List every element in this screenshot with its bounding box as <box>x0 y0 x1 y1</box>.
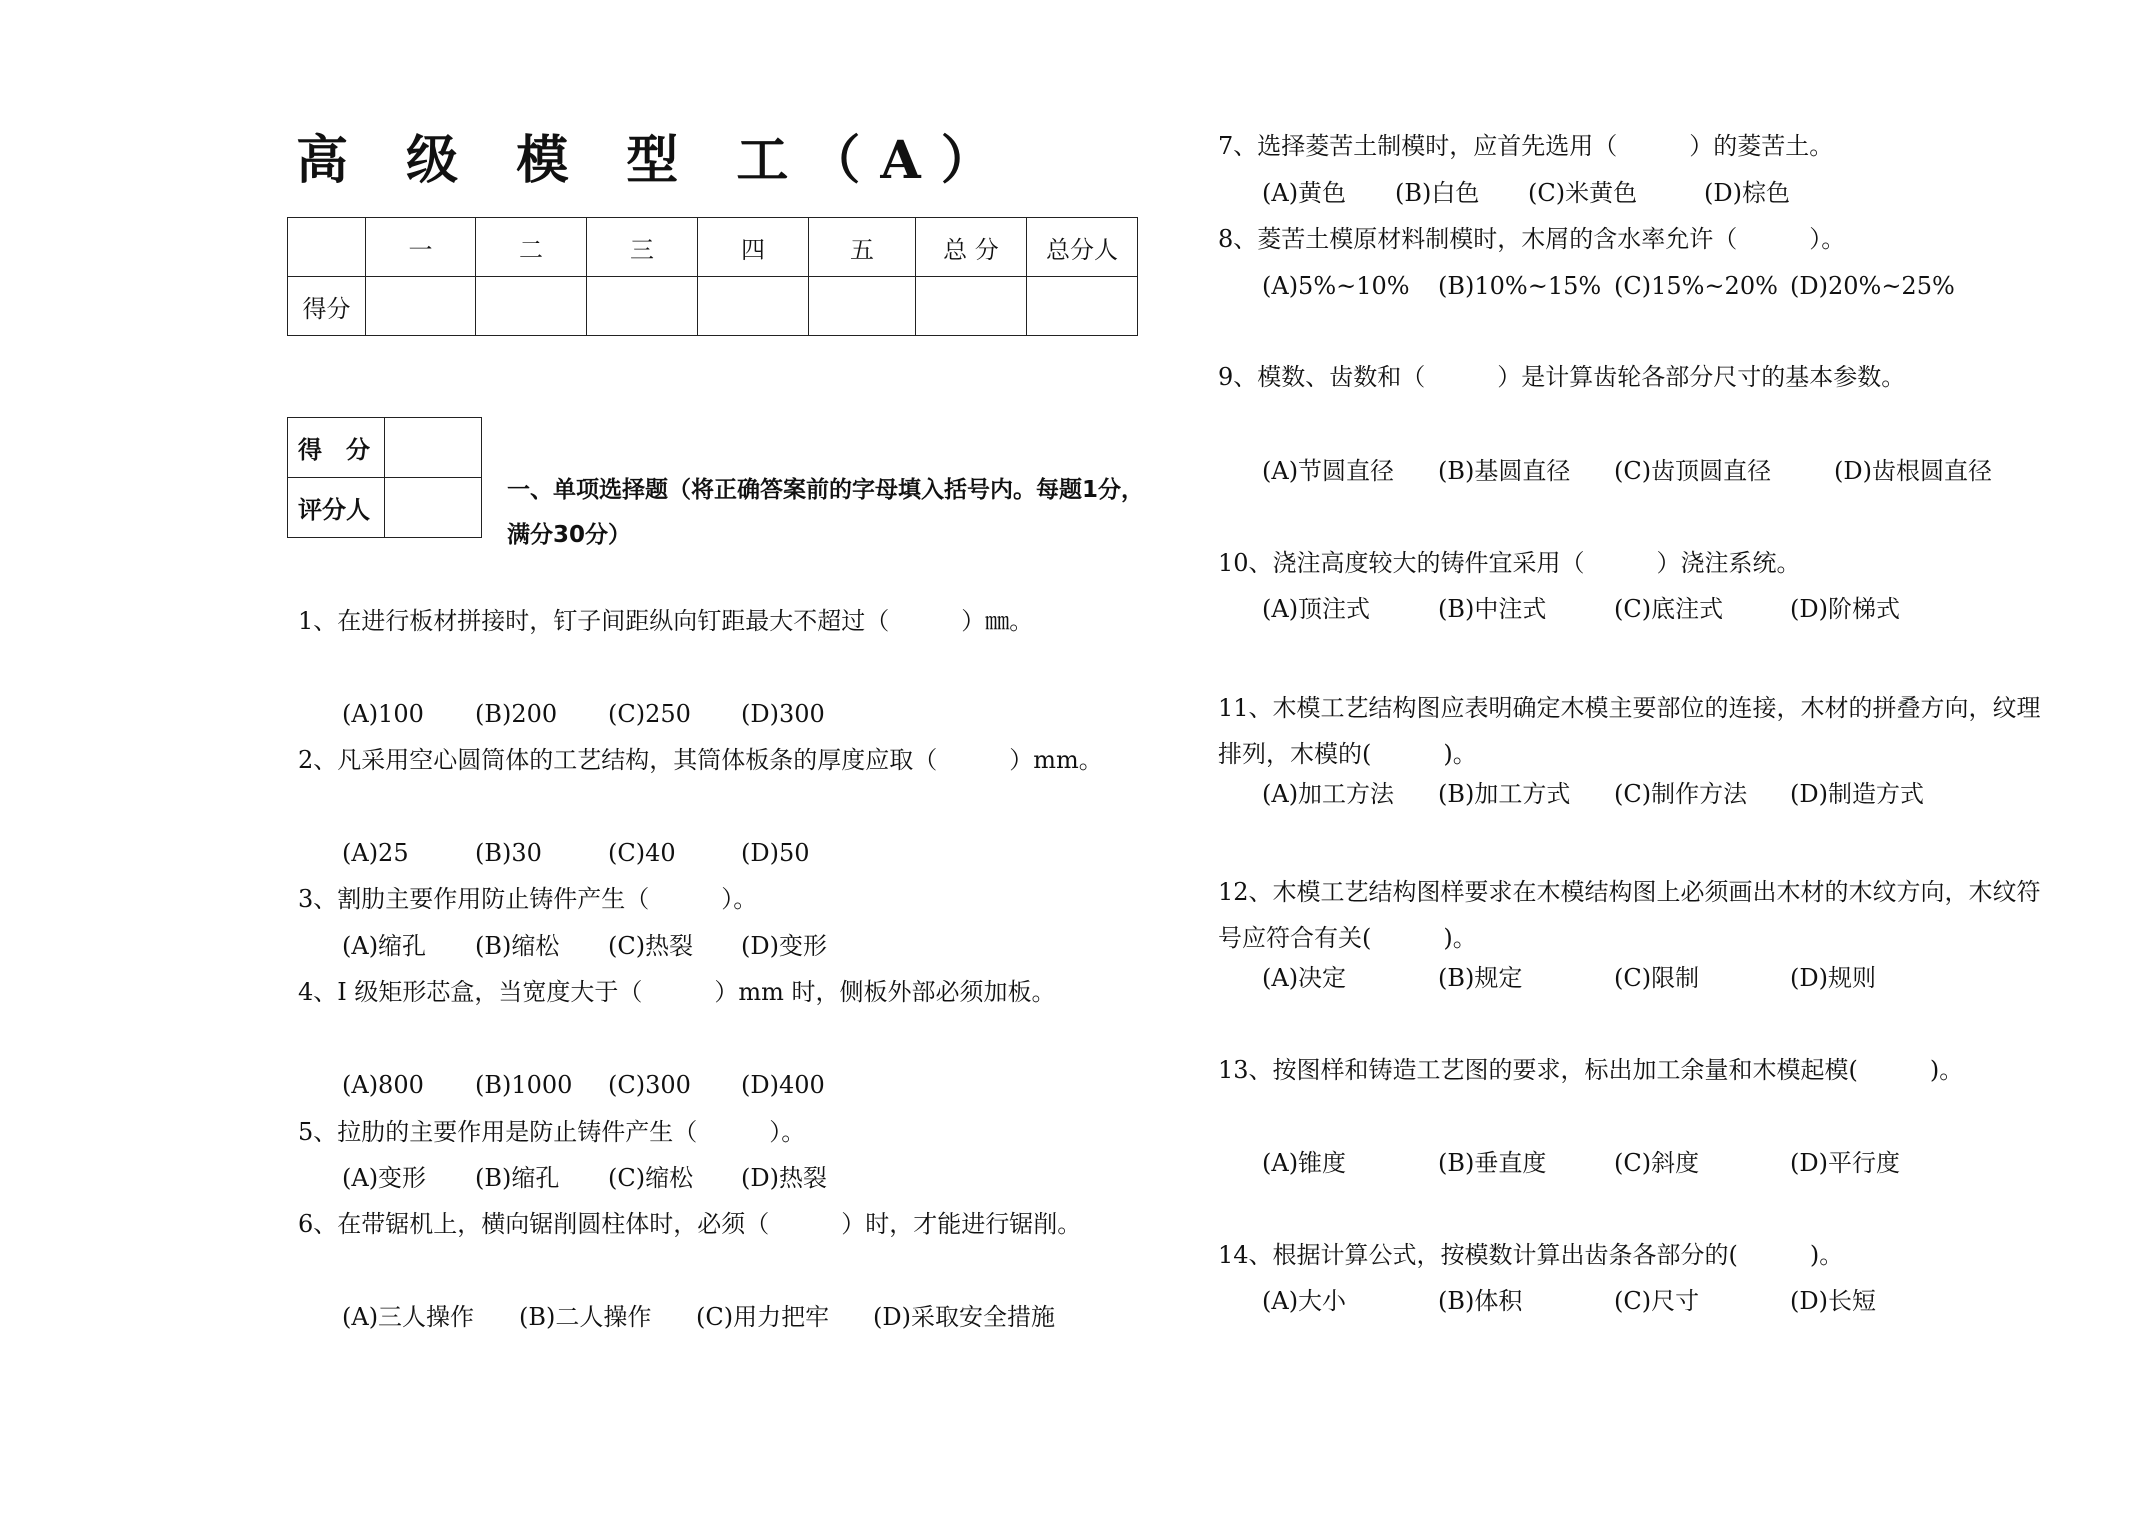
option[interactable]: (A)100 <box>342 700 424 728</box>
option[interactable]: (C)米黄色 <box>1528 179 1638 207</box>
score-table-score-row <box>288 277 1138 336</box>
option[interactable]: (C)40 <box>608 839 676 867</box>
option[interactable]: (D)400 <box>741 1071 825 1099</box>
score-header-cell: 一 <box>366 218 476 277</box>
exam-title: 高 级 模 型 工（A） <box>296 130 1013 191</box>
question-stem: 13、按图样和铸造工艺图的要求，标出加工余量和木模起模( )。 <box>1218 1056 1964 1084</box>
score-header-cell <box>288 218 366 277</box>
section-title: 一、单项选择题（将正确答案前的字母填入括号内。每题1分，满分30分） <box>507 477 1145 548</box>
option[interactable]: (D)规则 <box>1790 964 1876 992</box>
question-stem: 10、浇注高度较大的铸件宜采用（ ）浇注系统。 <box>1218 549 1801 577</box>
option[interactable]: (D)平行度 <box>1790 1149 1900 1177</box>
option[interactable]: (D)阶梯式 <box>1790 595 1900 623</box>
option[interactable]: (C)缩松 <box>608 1164 694 1192</box>
option[interactable]: (D)棕色 <box>1704 179 1790 207</box>
score-input-cell[interactable] <box>366 277 476 336</box>
option[interactable]: (A)决定 <box>1262 964 1347 992</box>
question-stem: 3、割肋主要作用防止铸件产生（ ）。 <box>298 885 758 913</box>
option[interactable]: (C)15%~20% <box>1614 272 1778 300</box>
score-table-header-row <box>288 218 1138 277</box>
score-header-cell: 四 <box>698 218 809 277</box>
option[interactable]: (C)用力把牢 <box>696 1303 830 1331</box>
score-input-cell[interactable] <box>587 277 698 336</box>
option[interactable]: (C)300 <box>608 1071 691 1099</box>
question-stem: 9、模数、齿数和（ ）是计算齿轮各部分尺寸的基本参数。 <box>1218 363 1906 391</box>
option[interactable]: (C)限制 <box>1614 964 1700 992</box>
option[interactable]: (A)节圆直径 <box>1262 457 1395 485</box>
option[interactable]: (A)顶注式 <box>1262 595 1371 623</box>
grader-box <box>287 417 482 538</box>
option[interactable]: (D)长短 <box>1790 1287 1876 1315</box>
option[interactable]: (B)白色 <box>1395 179 1480 207</box>
score-table <box>287 217 1138 336</box>
score-header-cell: 三 <box>587 218 698 277</box>
option[interactable]: (C)250 <box>608 700 691 728</box>
option[interactable]: (C)热裂 <box>608 932 694 960</box>
option[interactable]: (B)缩孔 <box>475 1164 560 1192</box>
option[interactable]: (B)缩松 <box>475 932 560 960</box>
option[interactable]: (B)10%~15% <box>1438 272 1602 300</box>
question-stem: 1、在进行板材拼接时，钉子间距纵向钉距最大不超过（ ）㎜。 <box>298 607 1034 635</box>
option[interactable]: (D)制造方式 <box>1790 780 1924 808</box>
option[interactable]: (C)底注式 <box>1614 595 1724 623</box>
option[interactable]: (D)采取安全措施 <box>873 1303 1055 1331</box>
score-input-cell[interactable] <box>698 277 809 336</box>
question-stem: 5、拉肋的主要作用是防止铸件产生（ ）。 <box>298 1118 806 1146</box>
grader-score-cell[interactable] <box>385 418 482 478</box>
option[interactable]: (B)垂直度 <box>1438 1149 1547 1177</box>
option[interactable]: (D)变形 <box>741 932 827 960</box>
grader-name-cell[interactable] <box>385 478 482 538</box>
option[interactable]: (B)加工方式 <box>1438 780 1571 808</box>
option[interactable]: (D)300 <box>741 700 825 728</box>
option[interactable]: (A)缩孔 <box>342 932 427 960</box>
score-header-cell: 五 <box>809 218 916 277</box>
option[interactable]: (B)规定 <box>1438 964 1523 992</box>
option[interactable]: (B)200 <box>475 700 558 728</box>
score-input-cell[interactable] <box>916 277 1027 336</box>
option[interactable]: (B)体积 <box>1438 1287 1523 1315</box>
option[interactable]: (A)25 <box>342 839 409 867</box>
question-stem: 14、根据计算公式，按模数计算出齿条各部分的( )。 <box>1218 1241 1844 1269</box>
option[interactable]: (B)二人操作 <box>519 1303 652 1331</box>
score-row-label: 得分 <box>288 277 366 336</box>
option[interactable]: (D)20%~25% <box>1790 272 1955 300</box>
question-stem: 8、菱苦土模原材料制模时，木屑的含水率允许（ ）。 <box>1218 225 1846 253</box>
question-stem: 4、I 级矩形芯盒，当宽度大于（ ）mm 时，侧板外部必须加板。 <box>298 978 1056 1006</box>
option[interactable]: (A)加工方法 <box>1262 780 1395 808</box>
score-input-cell[interactable] <box>1027 277 1138 336</box>
option[interactable]: (D)热裂 <box>741 1164 827 1192</box>
option[interactable]: (A)大小 <box>1262 1287 1347 1315</box>
option[interactable]: (D)50 <box>741 839 810 867</box>
question-stem: 11、木模工艺结构图应表明确定木模主要部位的连接，木材的拼叠方向，纹理排列，木模的( )。 <box>1218 694 2041 768</box>
score-header-cell: 总 分 <box>916 218 1027 277</box>
option[interactable]: (A)变形 <box>342 1164 427 1192</box>
option[interactable]: (A)黄色 <box>1262 179 1347 207</box>
question-stem: 2、凡采用空心圆筒体的工艺结构，其筒体板条的厚度应取（ ）mm。 <box>298 746 1103 774</box>
score-header-cell: 二 <box>476 218 587 277</box>
option[interactable]: (C)齿顶圆直径 <box>1614 457 1772 485</box>
option[interactable]: (A)三人操作 <box>342 1303 475 1331</box>
question-stem: 12、木模工艺结构图样要求在木模结构图上必须画出木材的木纹方向，木纹符号应符合有关( )。 <box>1218 878 2041 952</box>
option[interactable]: (C)斜度 <box>1614 1149 1700 1177</box>
grader-name-label: 评分人 <box>288 478 385 538</box>
question-stem: 7、选择菱苦土制模时，应首先选用（ ）的菱苦土。 <box>1218 132 1834 160</box>
question-stem: 6、在带锯机上，横向锯削圆柱体时，必须（ ）时，才能进行锯削。 <box>298 1210 1082 1238</box>
option[interactable]: (B)基圆直径 <box>1438 457 1571 485</box>
option[interactable]: (A)800 <box>342 1071 424 1099</box>
score-input-cell[interactable] <box>476 277 587 336</box>
option[interactable]: (B)中注式 <box>1438 595 1547 623</box>
option[interactable]: (C)尺寸 <box>1614 1287 1700 1315</box>
score-header-cell: 总分人 <box>1027 218 1138 277</box>
grader-score-label: 得 分 <box>288 418 385 478</box>
option[interactable]: (B)1000 <box>475 1071 573 1099</box>
option[interactable]: (C)制作方法 <box>1614 780 1748 808</box>
option[interactable]: (A)锥度 <box>1262 1149 1347 1177</box>
option[interactable]: (A)5%~10% <box>1262 272 1410 300</box>
option[interactable]: (B)30 <box>475 839 542 867</box>
option[interactable]: (D)齿根圆直径 <box>1834 457 1992 485</box>
score-input-cell[interactable] <box>809 277 916 336</box>
